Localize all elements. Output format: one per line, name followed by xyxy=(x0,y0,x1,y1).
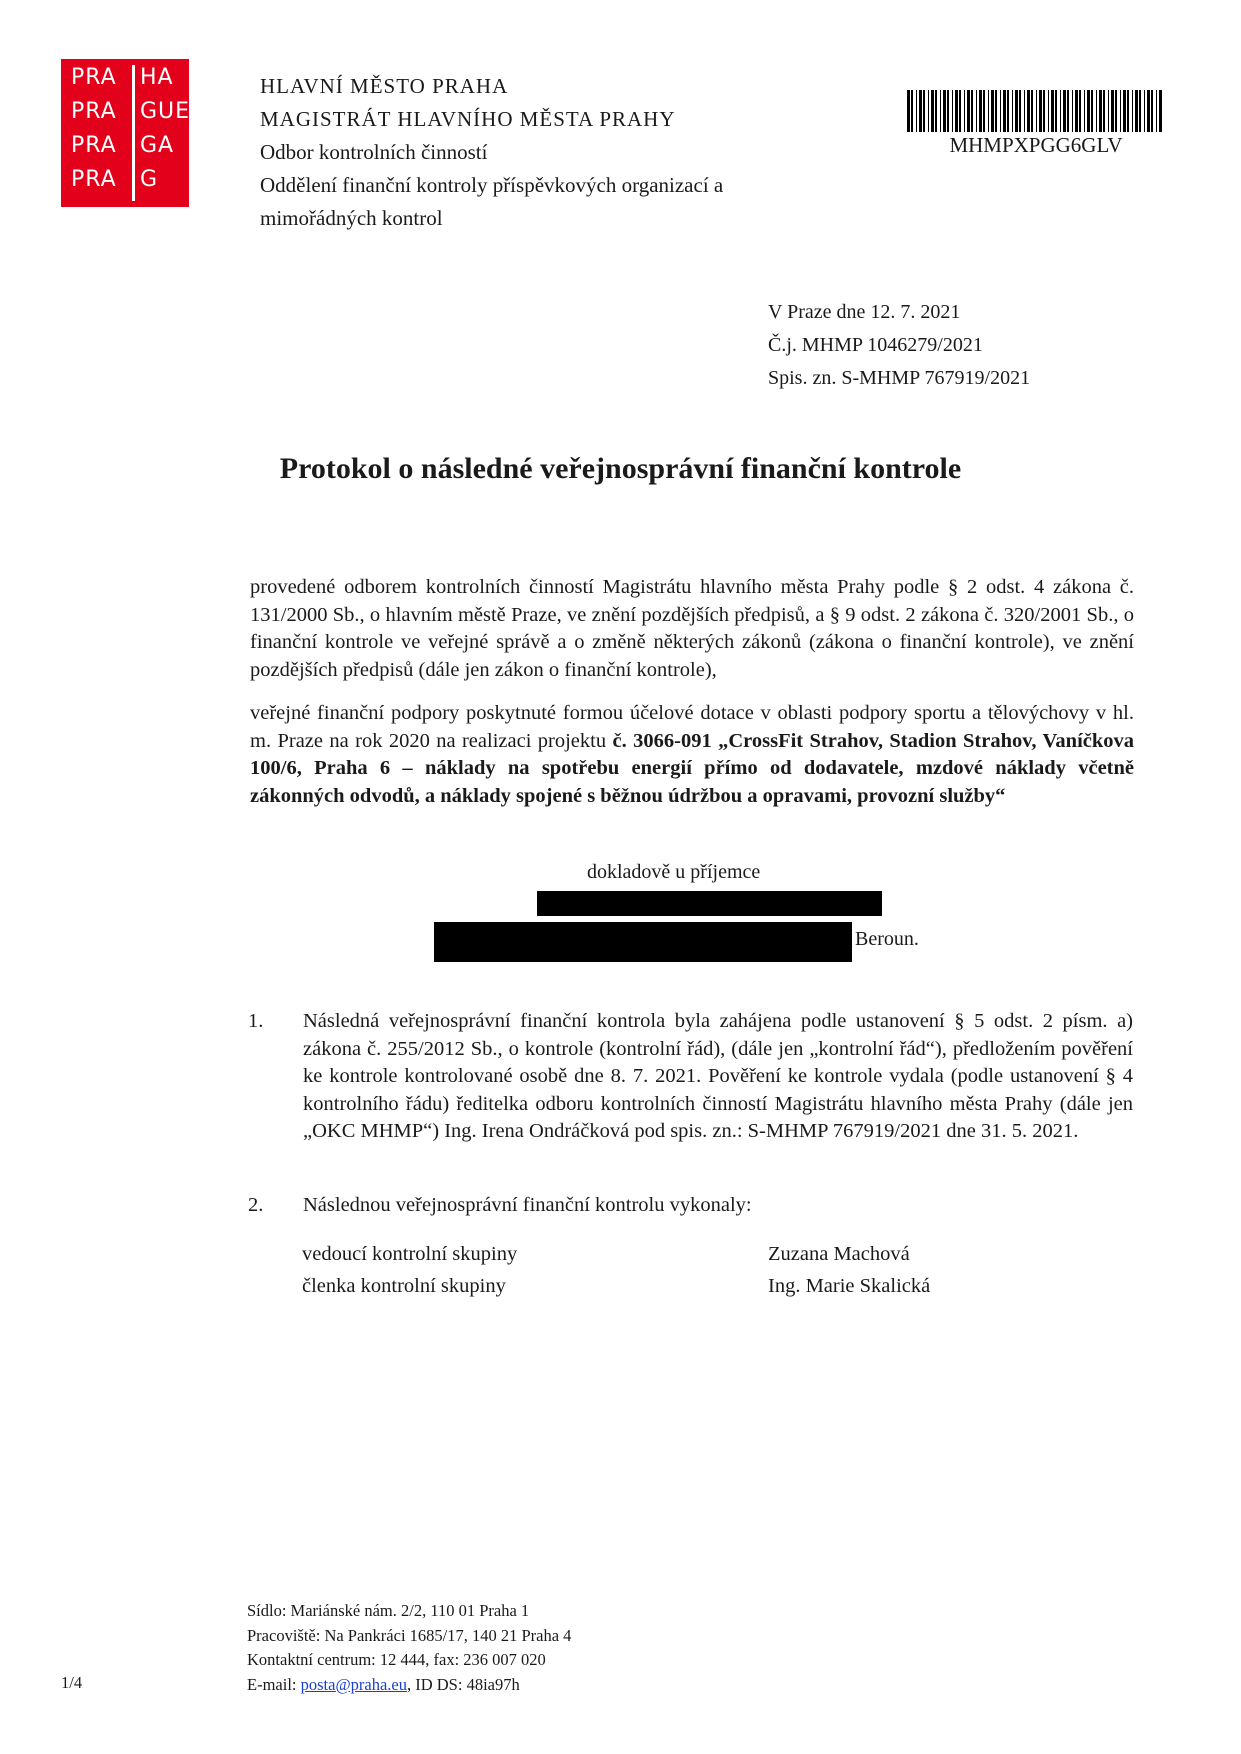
document-title: Protokol o následné veřejnosprávní finanční kontrole xyxy=(279,452,962,485)
document-date: V Praze dne 12. 7. 2021 xyxy=(768,301,961,323)
barcode-code: MHMPXPGG6GLV xyxy=(949,133,1123,157)
numbered-item xyxy=(248,1192,1138,1222)
letterhead-section-cont: mimořádných kontrol xyxy=(260,206,443,230)
footer-workplace: Pracoviště: Na Pankráci 1685/17, 140 21 Praha 4 xyxy=(247,1625,572,1645)
footer-address: Sídlo: Mariánské nám. 2/2, 110 01 Praha 1 xyxy=(247,1601,530,1620)
footer-contact-center: Kontaktní centrum: 12 444, fax: 236 007 020 xyxy=(247,1650,546,1670)
redaction-bar xyxy=(537,891,882,916)
file-number: Spis. zn. S-MHMP 767919/2021 xyxy=(768,367,1031,389)
logo-divider xyxy=(132,65,135,201)
footer-contacts xyxy=(247,1599,571,1698)
logo-text: GUE xyxy=(140,99,191,124)
logo-text: PRA xyxy=(71,65,117,90)
recipient-label: dokladově u příjemce xyxy=(587,861,761,883)
letterhead-city: HLAVNÍ MĚSTO PRAHA xyxy=(260,74,509,98)
data-box-id: , ID DS: 48ia97h xyxy=(406,1675,520,1695)
email-link[interactable]: posta@praha.eu xyxy=(300,1675,407,1695)
logo-text: HA xyxy=(140,65,174,90)
team-member: Ing. Marie Skalická xyxy=(768,1275,931,1297)
prague-logo xyxy=(61,59,189,207)
team-member: Zuzana Machová xyxy=(768,1243,910,1265)
subject-text: veřejné finanční podpory poskytnuté formou účelové dotace v oblasti podpory sportu a tělovýchovy v hl. m. Praze na rok 2020 na realizaci projektu xyxy=(250,702,1134,752)
barcode xyxy=(907,90,1165,132)
item-text: Následná veřejnosprávní finanční kontrola byla zahájena podle ustanovení § 5 odst. 2 písm. a) zákona č. 255/2012 Sb., o kontrole (kontrolní řád), (dále jen „kontrolní řád“), předložením pověření ke kontrole kontrolované osobě dne 8. 7. 2021. Pověření ke kontrole vydala (podle ustanovení § 4 kontrolního řádu) ředitelka odboru kontrolních činností Magistrátu hlavního města Prahy (dále jen „OKC MHMP“) Ing. Irena Ondráčková pod spis. zn.: S-MHMP 767919/2021 dne 31. 5. 2021. xyxy=(303,1010,1133,1143)
letterhead-department: Odbor kontrolních činností xyxy=(260,140,488,164)
item-number: 1. xyxy=(248,1010,264,1032)
logo-text: PRA xyxy=(71,99,117,124)
reference-block xyxy=(768,296,1030,395)
logo-text: PRA xyxy=(71,167,117,192)
letterhead-section: Oddělení finanční kontroly příspěvkových organizací a xyxy=(260,173,724,197)
item-text: Následnou veřejnosprávní finanční kontrolu vykonaly: xyxy=(303,1194,752,1216)
reference-number: Č.j. MHMP 1046279/2021 xyxy=(768,334,983,356)
logo-text: PRA xyxy=(71,133,117,158)
letterhead-magistrate: MAGISTRÁT HLAVNÍHO MĚSTA PRAHY xyxy=(260,107,676,131)
team-role: členka kontrolní skupiny xyxy=(302,1275,506,1297)
recipient-city: Beroun. xyxy=(855,928,919,950)
page-number: 1/4 xyxy=(61,1673,83,1692)
letterhead xyxy=(260,70,723,235)
logo-text: G xyxy=(140,167,159,192)
logo-text: GA xyxy=(140,133,175,158)
project-name: č. 3066-091 „CrossFit Strahov, Stadion Strahov, Vaníčkova 100/6, Praha 6 – náklady na spotřebu energií přímo od dodavatele, mzdové náklady včetně zákonných odvodů, a náklady spojené s běžnou údržbou a opravami, provozní služby“ xyxy=(250,729,1135,807)
redaction-bar xyxy=(434,922,852,962)
team-role: vedoucí kontrolní skupiny xyxy=(302,1243,518,1265)
intro-paragraph: provedené odborem kontrolních činností Magistrátu hlavního města Prahy podle § 2 odst. 4 zákona č. 131/2000 Sb., o hlavním městě Praze, ve znění pozdějších předpisů, a § 9 odst. 2 zákona č. 320/2001 Sb., o finanční kontrole ve veřejné správě a o změně některých zákonů (zákona o finanční kontrole), ve znění pozdějších předpisů (dále jen zákon o finanční kontrole), xyxy=(250,576,1134,681)
email-prefix: E-mail: xyxy=(247,1675,301,1695)
footer-email-line xyxy=(247,1673,571,1698)
subject-paragraph xyxy=(250,700,1134,810)
item-number: 2. xyxy=(248,1194,264,1216)
numbered-item xyxy=(248,1008,1138,1178)
